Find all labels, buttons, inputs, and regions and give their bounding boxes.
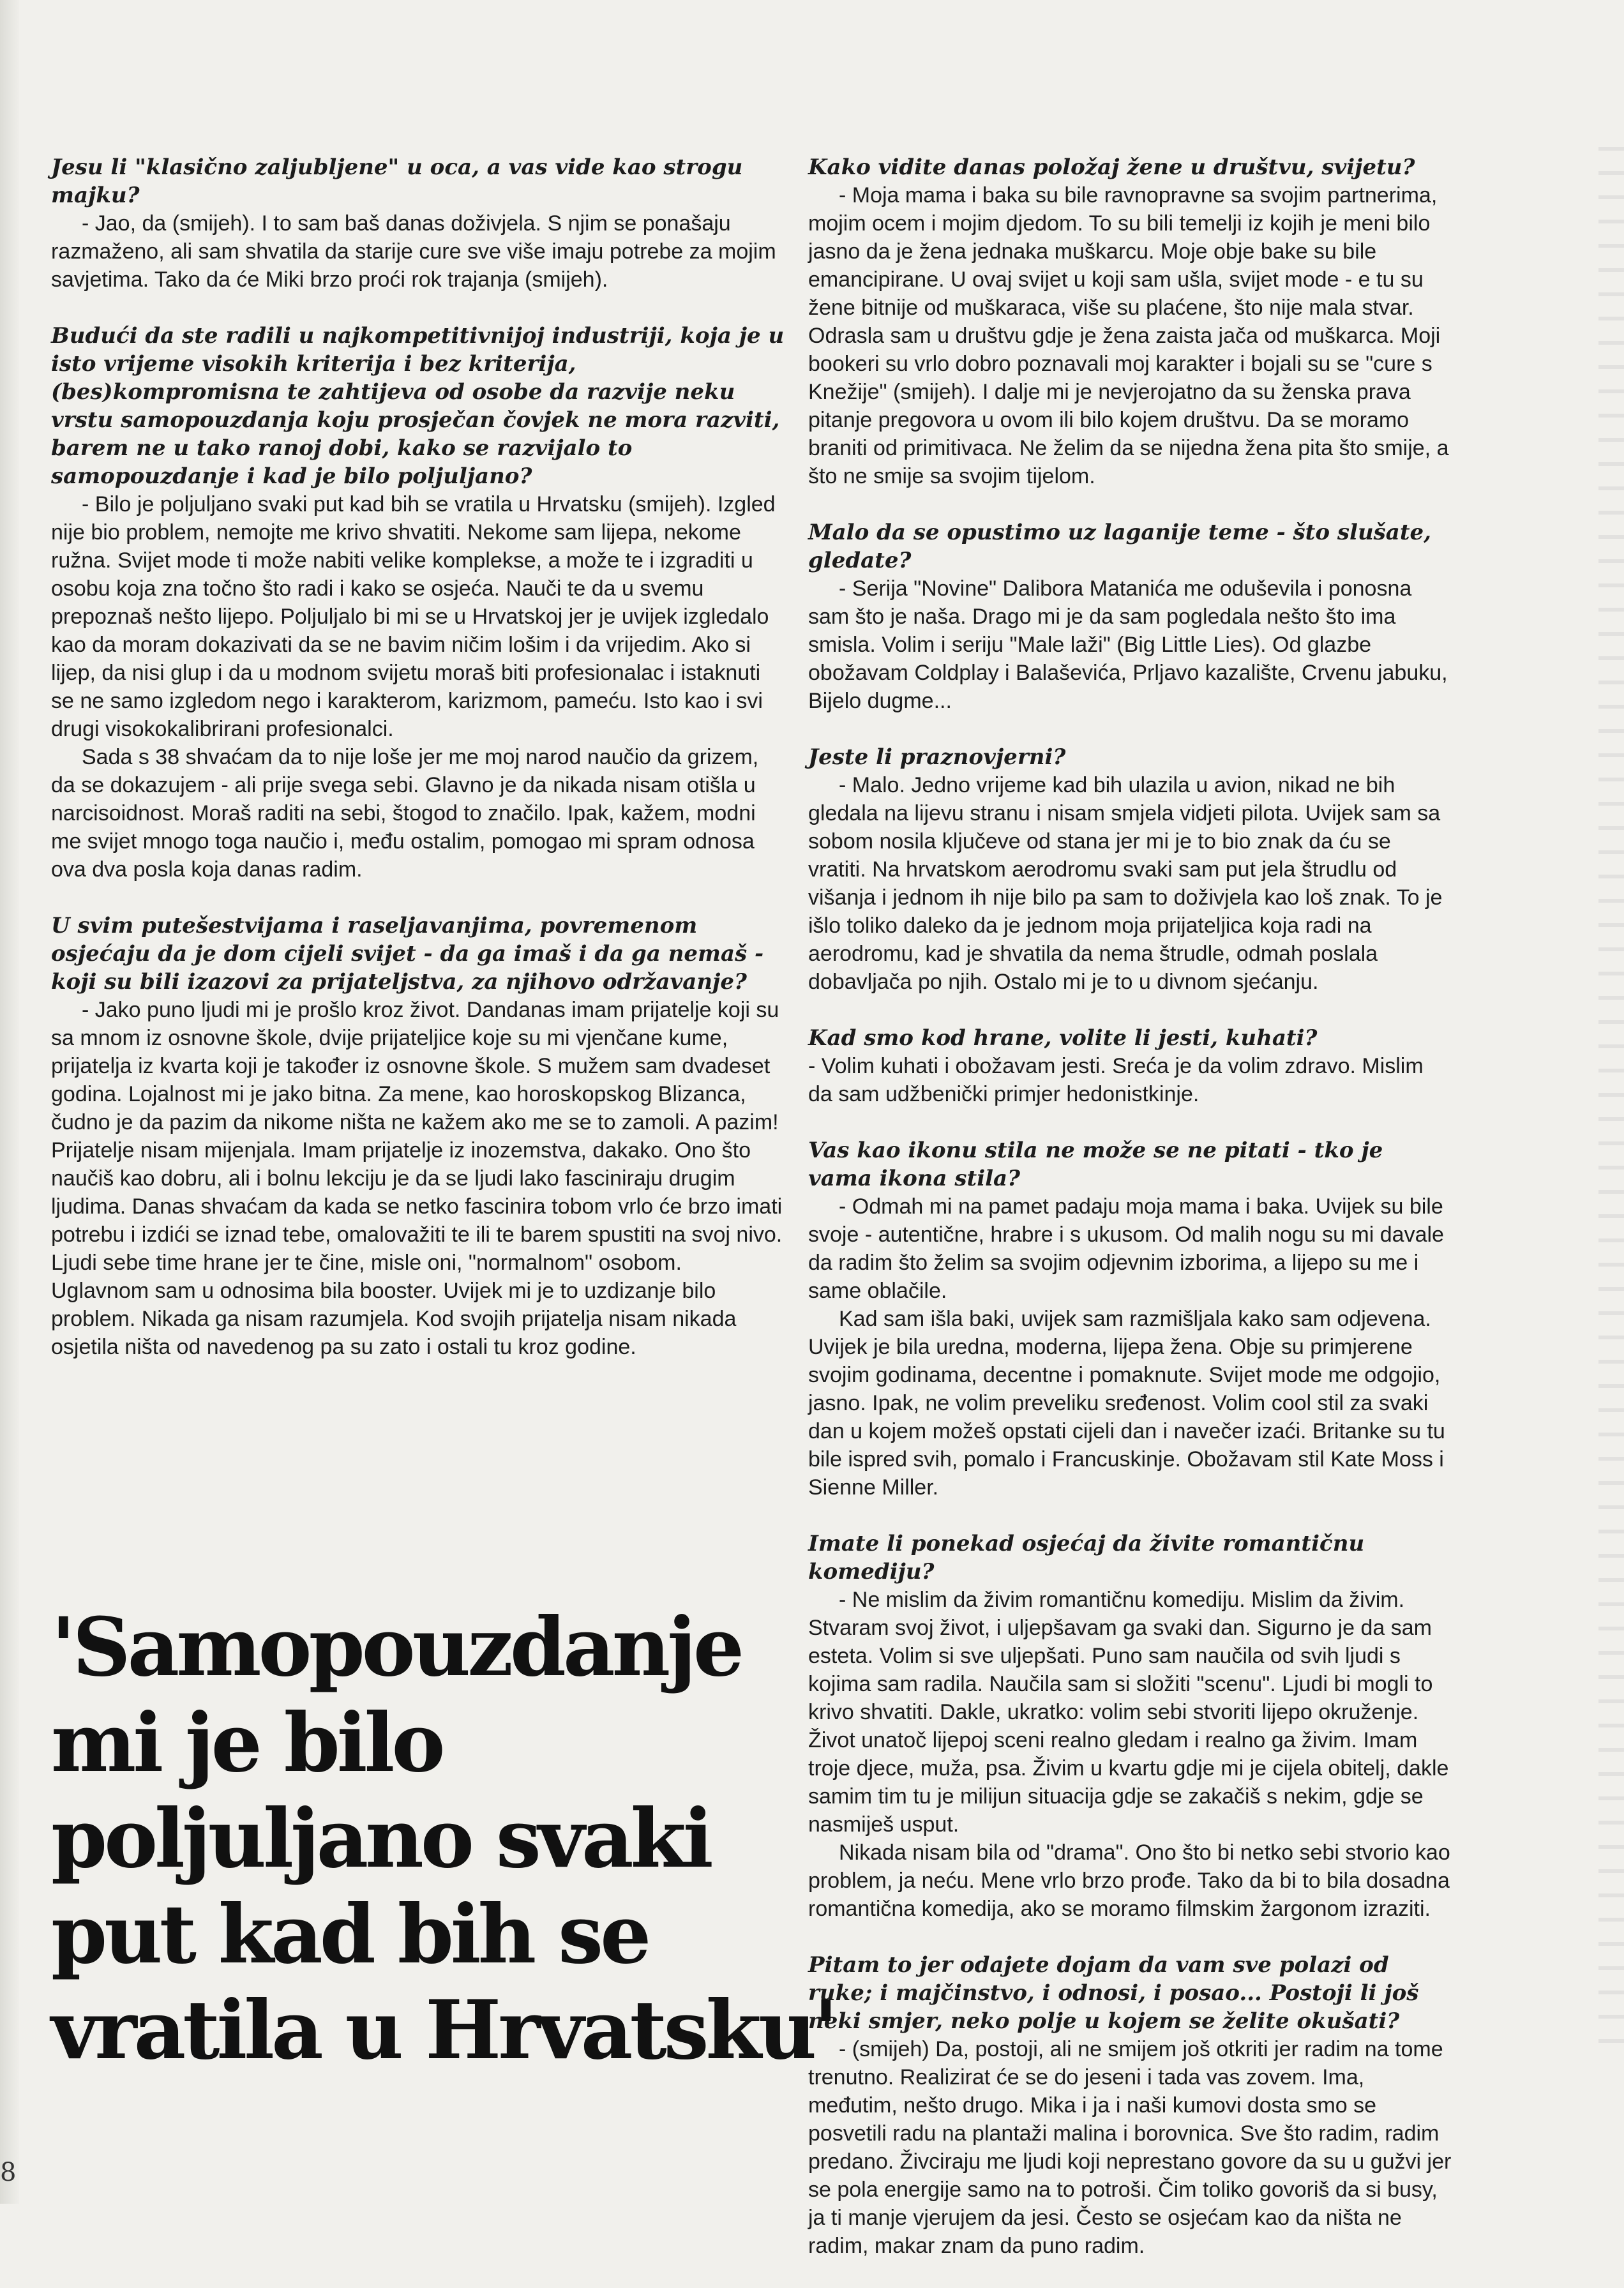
answer-paragraph: - Jako puno ljudi mi je prošlo kroz život. Dandanas imam prijatelje koji su sa mnom iz osnovne škole, dvije prijateljice koje su mi vjenčane kume, prijatelja iz kvarta koji je također iz osnovne škole. S mužem sam dvadeset godina. Lojalnost mi je jako bitna. Za mene, kao horoskopskog Blizanca, čudno je da pazim da nikome ništa ne kažem ako me se to zamoli. A pazim! Prijatelje nisam mijenjala. Imam prijatelje iz inozemstva, dakako. Ono što naučiš kao dobru, ali i bolnu lekciju je da se ljudi lako fasciniraju drugim ljudima. Danas shvaćam da kada se netko fascinira tobom vrlo će brzo imati potrebu i izdići se iznad tebe, omalovažiti te ili te barem spustiti na svoj nivo. Ljudi sebe time hrane jer te čine, misle oni, "normalnom" osobom. Uglavnom sam u odnosima bila booster. Uvijek mi je to uzdizanje bilo problem. Nikada ga nisam razumjela. Kod svojih prijatelja nisam nikada osjetila ništa od navedenog pa su zato i ostali tu kroz godine. — [51, 998, 783, 1359]
bleed-through — [1598, 147, 1624, 2062]
answer-paragraph: Nikada nisam bila od "drama". Ono što bi netko sebi stvorio kao problem, ja neću. Mene vrlo brzo prođe. Tako da bi to bila dosadna romantična komedija, ako se moramo filmskim žargonom izraziti. — [808, 1840, 1450, 1921]
answer-paragraph: Sada s 38 shvaćam da to nije loše jer me moj narod naučio da grizem, da se dokazujem - ali prije svega sebi. Glavno je da nikada nisam otišla u narcisoidnost. Moraš raditi na sebi, štogod to značilo. Ipak, kažem, modni me svijet mnogo toga naučio i, među ostalim, pomogao mi spram odnosa ova dva posla koja danas radim. — [51, 745, 759, 882]
qa-block — [51, 322, 785, 884]
answer-paragraph: - Bilo je poljuljano svaki put kad bih se vratila u Hrvatsku (smijeh). Izgled nije bio problem, nemojte me krivo shvatiti. Nekome sam lijepa, nekome ružna. Svijet mode ti može nabiti velike komplekse, a može te i izgraditi u osobu koja zna točno što radi i kako se osjeća. Nauči te da u svemu prepoznaš nešto lijepo. Poljuljalo bi mi se u Hrvatskoj jer je uvijek izgledalo kao da moram dokazivati da se ne bavim ničim lošim i da vrijedim. Ako si lijep, da nisi glup i da u modnom svijetu moraš biti profesionalac i istaknuti se ne samo izgledom nego i karakterom, karizmom, pameću. Isto kao i svi drugi visokokalibrirani profesionalci. — [51, 492, 776, 741]
answer-paragraph: - (smijeh) Da, postoji, ali ne smijem još otkriti jer radim na tome trenutno. Realizirat će se do jeseni i tada vas zovem. Ima, međutim, nešto drugo. Mika i ja i naši kumovi dosta smo se posvetili radu na plantaži malina i borovnica. Sve što radim, radim predano. Živciraju me ljudi koji neprestano govore da su u gužvi jer se pola energije samo na to potroši. Čim toliko govoriš da si busy, ja ti manje vjerujem da jesi. Često se osjećam kao da ništa ne radim, makar znam da puno radim. — [808, 2037, 1452, 2258]
question: Imate li ponekad osjećaj da živite romantičnu komediju? — [808, 1531, 1365, 1584]
question: Kad smo kod hrane, volite li jesti, kuhati? — [808, 1025, 1318, 1051]
page-number: 8 — [0, 2158, 17, 2187]
question: Malo da se opustimo uz laganije teme - što slušate, gledate? — [808, 520, 1432, 573]
answer-paragraph: - Moja mama i baka su bile ravnopravne sa svojim partnerima, mojim ocem i mojim djedom. To su bili temelji iz kojih je meni bilo jasno da je žena jednaka muškarcu. Moje obje bake su bile emancipirane. U ovaj svijet u koji sam ušla, svijet mode - e tu su žene bitnije od muškaraca, više su plaćene, što nije mala stvar. Odrasla sam u društvu gdje je žena zaista jača od muškarca. Moji bookeri su vrlo dobro poznavali moj karakter i bojali su se "cure s Knežije" (smijeh). I dalje mi je nevjerojatno da su ženska prava pitanje pregovora u ovom ili bilo kojem društvu. Da se moramo braniti od primitivaca. Ne želim da se nijedna žena pita što smije, a što ne smije sa svojim tijelom. — [808, 183, 1449, 488]
pull-quote-line: poljuljano svaki — [51, 1791, 710, 1886]
qa-block — [808, 1530, 1453, 1923]
answer-paragraph: - Serija "Novine" Dalibora Matanića me oduševila i ponosna sam što je naša. Drago mi je da sam pogledala nešto što ima smisla. Volim i seriju "Male laži" (Big Little Lies). Od glazbe obožavam Coldplay i Balaševića, Prljavo kazalište, Crvenu jabuku, Bijelo dugme... — [808, 576, 1448, 713]
qa-block — [51, 912, 785, 1361]
answer-paragraph: - Odmah mi na pamet padaju moja mama i baka. Uvijek su bile svoje - autentične, hrabre i s ukusom. Od malih nogu su mi davale da radim što želim sa svojim odjevnim izborima, a lijepo su me i same oblačile. — [808, 1194, 1444, 1303]
qa-block — [808, 153, 1453, 490]
qa-block — [808, 518, 1453, 715]
question: Jesu li "klasično zaljubljene" u oca, a vas vide kao strogu majku? — [51, 154, 743, 208]
qa-block — [808, 1024, 1453, 1108]
answer-paragraph: - Jao, da (smijeh). I to sam baš danas doživjela. S njim se ponašaju razmaženo, ali sam shvatila da starije cure sve više imaju potrebe za mojim savjetima. Tako da će Miki brzo proći rok trajanja (smijeh). — [51, 211, 776, 292]
scan-edge — [0, 0, 19, 2204]
answer-paragraph: Kad sam išla baki, uvijek sam razmišljala kako sam odjevena. Uvijek je bila uredna, moderna, lijepa žena. Obje su primjerene svojim godinama, decentne i pomaknute. Svijet mode me odgojio, jasno. Ipak, ne volim preveliku sređenost. Volim cool stil za svaki dan u kojem možeš opstati cijeli dan i navečer izaći. Britanke su tu bile ispred svih, pomalo i Francuskinje. Obožavam stil Kate Moss i Sienne Miller. — [808, 1307, 1445, 1500]
answer-paragraph: - Ne mislim da živim romantičnu komediju. Mislim da živim. Stvaram svoj život, i uljepšavam ga svaki dan. Sigurno je da sam esteta. Volim si sve uljepšati. Puno sam naučila od svih ljudi s kojima sam radila. Naučila sam si složiti "scenu". Ljudi bi mogli to krivo shvatiti. Dakle, ukratko: volim sebi stvoriti lijepo okruženje. Život unatoč lijepoj sceni realno gledam i realno ga živim. Imam troje djece, muža, psa. Živim u kvartu gdje mi je cijela obitelj, dakle samim tim tu je milijun situacija gdje se zakačiš s nekim, gdje se nasmiješ usput. — [808, 1588, 1449, 1837]
pull-quote-line: 'Samopouzdanje — [51, 1600, 741, 1694]
question: Budući da ste radili u najkompetitivnijoj industriji, koja je u isto vrijeme visokih kriterija i bez kriterija, (bes)kompromisna te zahtijeva od osobe da razvije neku vrstu samopouzdanja koju prosječan čovjek ne mora razviti, barem ne u tako ranoj dobi, kako se razvijalo to samopouzdanje i kad je bilo poljuljano? — [51, 323, 785, 489]
pull-quote-line: put kad bih se — [51, 1887, 649, 1982]
qa-block — [808, 743, 1453, 996]
question: Pitam to jer odajete dojam da vam sve polazi od ruke; i majčinstvo, i odnosi, i posao... Postoji li još neki smjer, neko polje u kojem se želite okušati? — [808, 1952, 1419, 2034]
pull-quote-line: vratila u Hrvatsku' — [51, 1983, 836, 2077]
question: Kako vidite danas položaj žene u društvu, svijetu? — [808, 154, 1415, 180]
qa-block — [808, 1951, 1453, 2260]
pull-quote-line: mi je bilo — [51, 1696, 442, 1790]
left-column — [51, 153, 785, 1389]
question: Vas kao ikonu stila ne može se ne pitati - tko je vama ikona stila? — [808, 1138, 1383, 1191]
question: Jeste li praznovjerni? — [808, 744, 1066, 770]
answer-paragraph: - Volim kuhati i obožavam jesti. Sreća je da volim zdravo. Mislim da sam udžbenički primjer hedonistkinje. — [808, 1054, 1424, 1106]
qa-block — [808, 1136, 1453, 1502]
answer-paragraph: - Malo. Jedno vrijeme kad bih ulazila u avion, nikad ne bih gledala na lijevu stranu i nisam smjela vidjeti pilota. Uvijek sam sa sobom nosila ključeve od stana jer mi je to bio znak da ću se vratiti. Na hrvatskom aerodromu svaki sam put jela štrudlu od višanja i jednom ih nije bilo pa sam to doživjela kao loš znak. To je išlo toliko daleko da je jednom moja prijateljica koja radi na aerodromu, kad je shvatila da nema štrudle, odmah poslala dobavljača po njih. Ostalo mi je to u divnom sjećanju. — [808, 773, 1443, 994]
pull-quote — [51, 1599, 836, 2078]
right-column — [808, 153, 1453, 2288]
qa-block — [51, 153, 785, 294]
question: U svim putešestvijama i raseljavanjima, povremenom osjećaju da je dom cijeli svijet - da ga imaš i da ga nemaš - koji su bili izazovi za prijateljstva, za njihovo održavanje? — [51, 913, 764, 995]
